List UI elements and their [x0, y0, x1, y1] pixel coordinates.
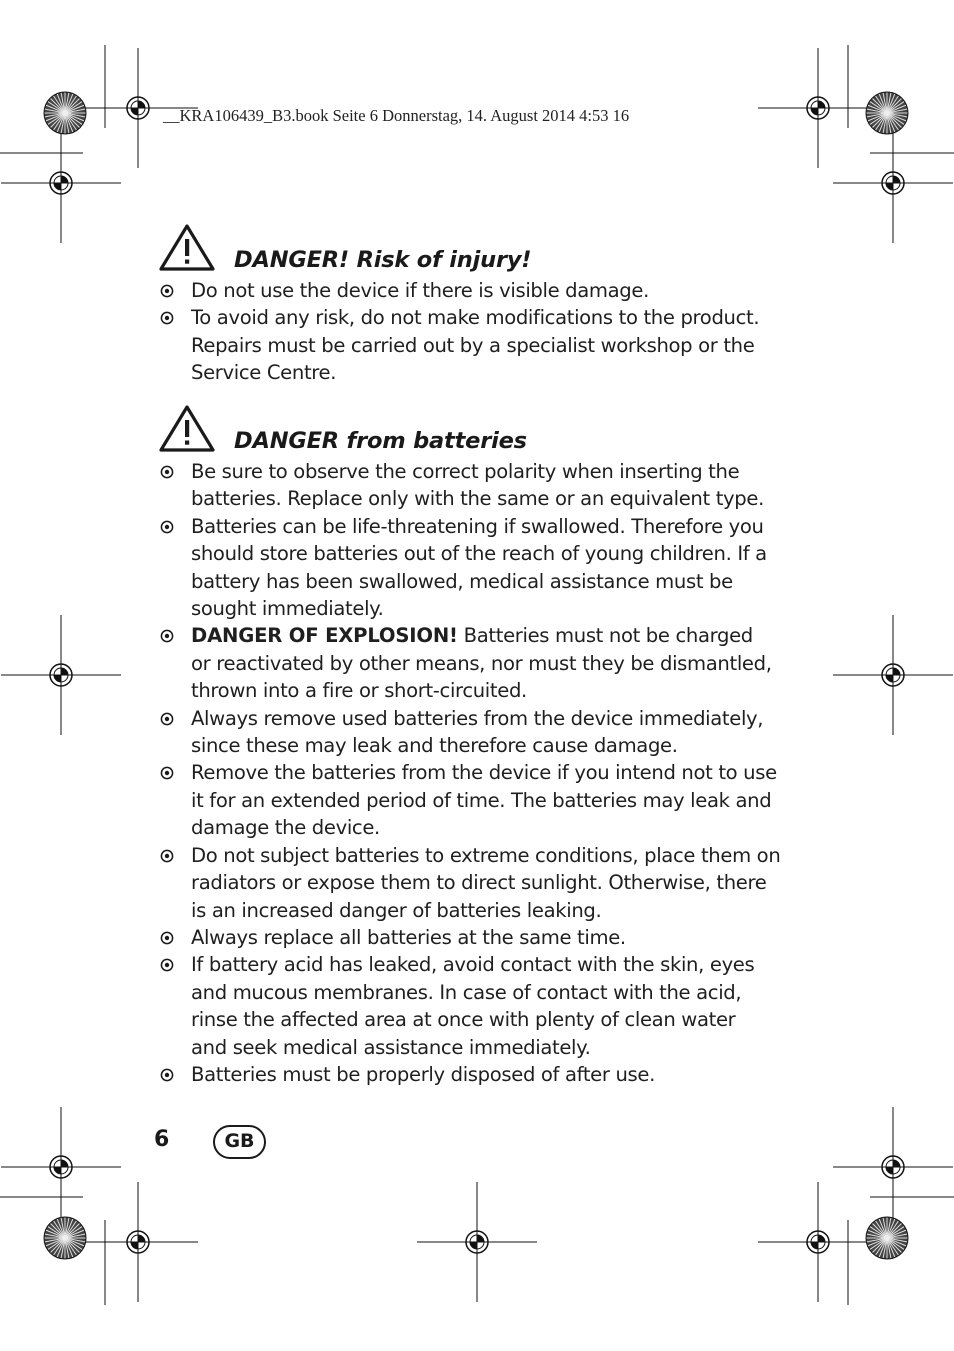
list-item: Do not subject batteries to extreme conditions, place them on radiators or expose them to direct sunlight. Otherwise, there is an increased danger of batteries leaking. — [158, 842, 783, 924]
circle-bullet-icon — [160, 766, 174, 780]
section-heading: DANGER! Risk of injury! — [234, 247, 532, 273]
circle-bullet-icon — [160, 465, 174, 479]
list-item: Batteries can be life-threatening if swallowed. Therefore you should store batteries out of the reach of young children. If a battery has been swallowed, medical assistance must be sought immediately. — [158, 513, 783, 623]
circle-bullet-icon — [160, 931, 174, 945]
list-item: Always replace all batteries at the same time. — [158, 924, 783, 951]
circle-bullet-icon — [160, 629, 174, 643]
list-item: Be sure to observe the correct polarity when inserting the batteries. Replace only with the same or an equivalent type. — [158, 458, 783, 513]
section-title-danger-from-batteries — [158, 403, 798, 461]
circle-bullet-icon — [160, 849, 174, 863]
print-info-header: __KRA106439_B3.book Seite 6 Donnerstag, 14. August 2014 4:53 16 — [163, 106, 630, 125]
list-item: To avoid any risk, do not make modifications to the product. Repairs must be carried out by a specialist workshop or the Service Centre. — [158, 304, 783, 386]
list-item: Batteries must be properly disposed of after use. — [158, 1061, 783, 1088]
circle-bullet-icon — [160, 284, 174, 298]
list-item: Remove the batteries from the device if you intend not to use it for an extended period of time. The batteries may leak and damage the device. — [158, 759, 783, 841]
warning-triangle-icon — [158, 222, 216, 272]
explosion-warning-label: DANGER OF EXPLOSION! — [191, 624, 458, 648]
circle-bullet-icon — [160, 520, 174, 534]
circle-bullet-icon — [160, 1068, 174, 1082]
risk-of-injury-list — [158, 277, 783, 387]
circle-bullet-icon — [160, 311, 174, 325]
list-item: Do not use the device if there is visible damage. — [158, 277, 783, 304]
battery-safety-list — [158, 458, 783, 1088]
circle-bullet-icon — [160, 712, 174, 726]
circle-bullet-icon — [160, 958, 174, 972]
warning-triangle-icon — [158, 403, 216, 453]
list-item: DANGER OF EXPLOSION! Batteries must not be charged or reactivated by other means, nor must they be dismantled, thrown into a fire or short-circuited. — [158, 622, 783, 704]
section-title-risk-of-injury — [158, 222, 798, 280]
list-item: Always remove used batteries from the device immediately, since these may leak and therefore cause damage. — [158, 705, 783, 760]
section-heading: DANGER from batteries — [234, 428, 527, 454]
list-item: If battery acid has leaked, avoid contact with the skin, eyes and mucous membranes. In case of contact with the acid, rinse the affected area at once with plenty of clean water and seek medical assistance immediately. — [158, 951, 783, 1061]
language-badge: GB — [213, 1125, 266, 1159]
page-number: 6 — [154, 1127, 170, 1152]
